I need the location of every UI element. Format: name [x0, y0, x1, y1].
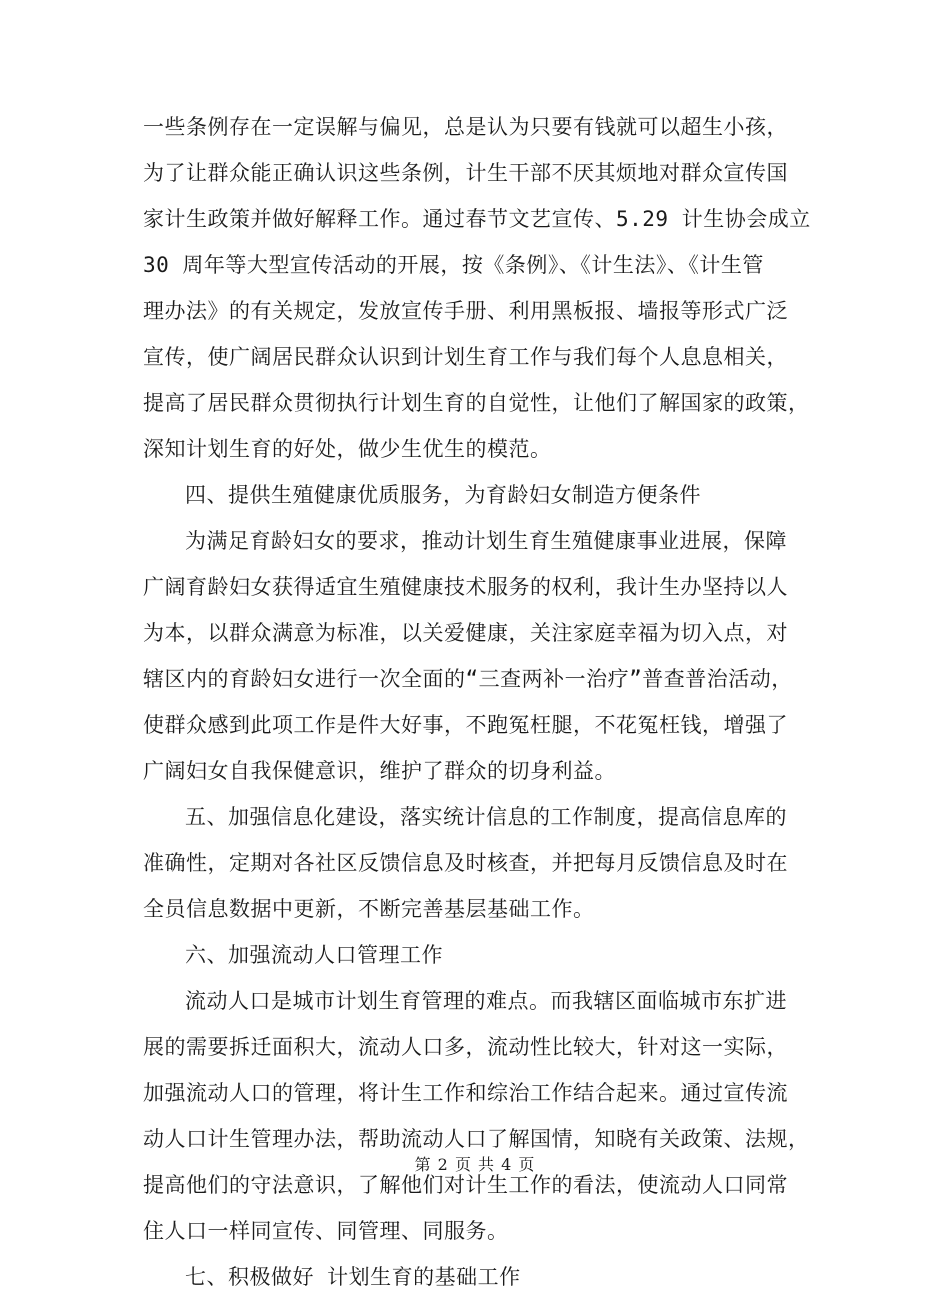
- paragraph-line: 使群众感到此项工作是件大好事，不跑冤枉腿，不花冤枉钱，增强了: [143, 713, 788, 737]
- paragraph-line: 一些条例存在一定误解与偏见，总是认为只要有钱就可以超生小孩，: [143, 115, 788, 139]
- section-heading-5: 五、加强信息化建设，落实统计信息的工作制度，提高信息库的: [185, 805, 787, 829]
- paragraph-line: 动人口计生管理办法，帮助流动人口了解国情，知晓有关政策、法规，: [143, 1127, 810, 1151]
- paragraph-line: 提高他们的守法意识，了解他们对计生工作的看法，使流动人口同常: [143, 1173, 788, 1197]
- paragraph-line: 深知计划生育的好处，做少生优生的模范。: [143, 437, 552, 461]
- paragraph-line: 加强流动人口的管理，将计生工作和综治工作结合起来。通过宣传流: [143, 1081, 788, 1105]
- section-heading-4: 四、提供生殖健康优质服务，为育龄妇女制造方便条件: [185, 483, 701, 507]
- section-heading-7: 七、积极做好 计划生育的基础工作: [185, 1265, 521, 1289]
- paragraph-line: 家计生政策并做好解释工作。通过春节文艺宣传、5.29 计生协会成立: [143, 207, 811, 231]
- paragraph-line: 住人口一样同宣传、同管理、同服务。: [143, 1219, 509, 1243]
- paragraph-line: 流动人口是城市计划生育管理的难点。而我辖区面临城市东扩进: [185, 989, 787, 1013]
- paragraph-line: 辖区内的育龄妇女进行一次全面的“三查两补一治疗”普查普治活动，: [143, 667, 793, 691]
- paragraph-line: 为满足育龄妇女的要求，推动计划生育生殖健康事业进展，保障: [185, 529, 787, 553]
- paragraph-line: 准确性，定期对各社区反馈信息及时核查，并把每月反馈信息及时在: [143, 851, 788, 875]
- page-footer: 第 2 页 共 4 页: [414, 1155, 536, 1174]
- paragraph-line: 全员信息数据中更新，不断完善基层基础工作。: [143, 897, 595, 921]
- paragraph-line: 理办法》的有关规定，发放宣传手册、利用黑板报、墙报等形式广泛: [143, 299, 788, 323]
- paragraph-line: 广阔妇女自我保健意识，维护了群众的切身利益。: [143, 759, 616, 783]
- paragraph-line: 宣传，使广阔居民群众认识到计划生育工作与我们每个人息息相关，: [143, 345, 788, 369]
- document-body: [143, 104, 813, 1300]
- paragraph-line: 为本，以群众满意为标准，以关爱健康，关注家庭幸福为切入点，对: [143, 621, 788, 645]
- paragraph-line: 提高了居民群众贯彻执行计划生育的自觉性，让他们了解国家的政策，: [143, 391, 810, 415]
- paragraph-line: 广阔育龄妇女获得适宜生殖健康技术服务的权利，我计生办坚持以人: [143, 575, 788, 599]
- paragraph-line: 为了让群众能正确认识这些条例，计生干部不厌其烦地对群众宣传国: [143, 161, 788, 185]
- section-heading-6: 六、加强流动人口管理工作: [185, 943, 443, 967]
- paragraph-line: 展的需要拆迁面积大，流动人口多，流动性比较大，针对这一实际，: [143, 1035, 788, 1059]
- paragraph-line: 30 周年等大型宣传活动的开展，按《条例》、《计生法》、《计生管: [143, 253, 764, 277]
